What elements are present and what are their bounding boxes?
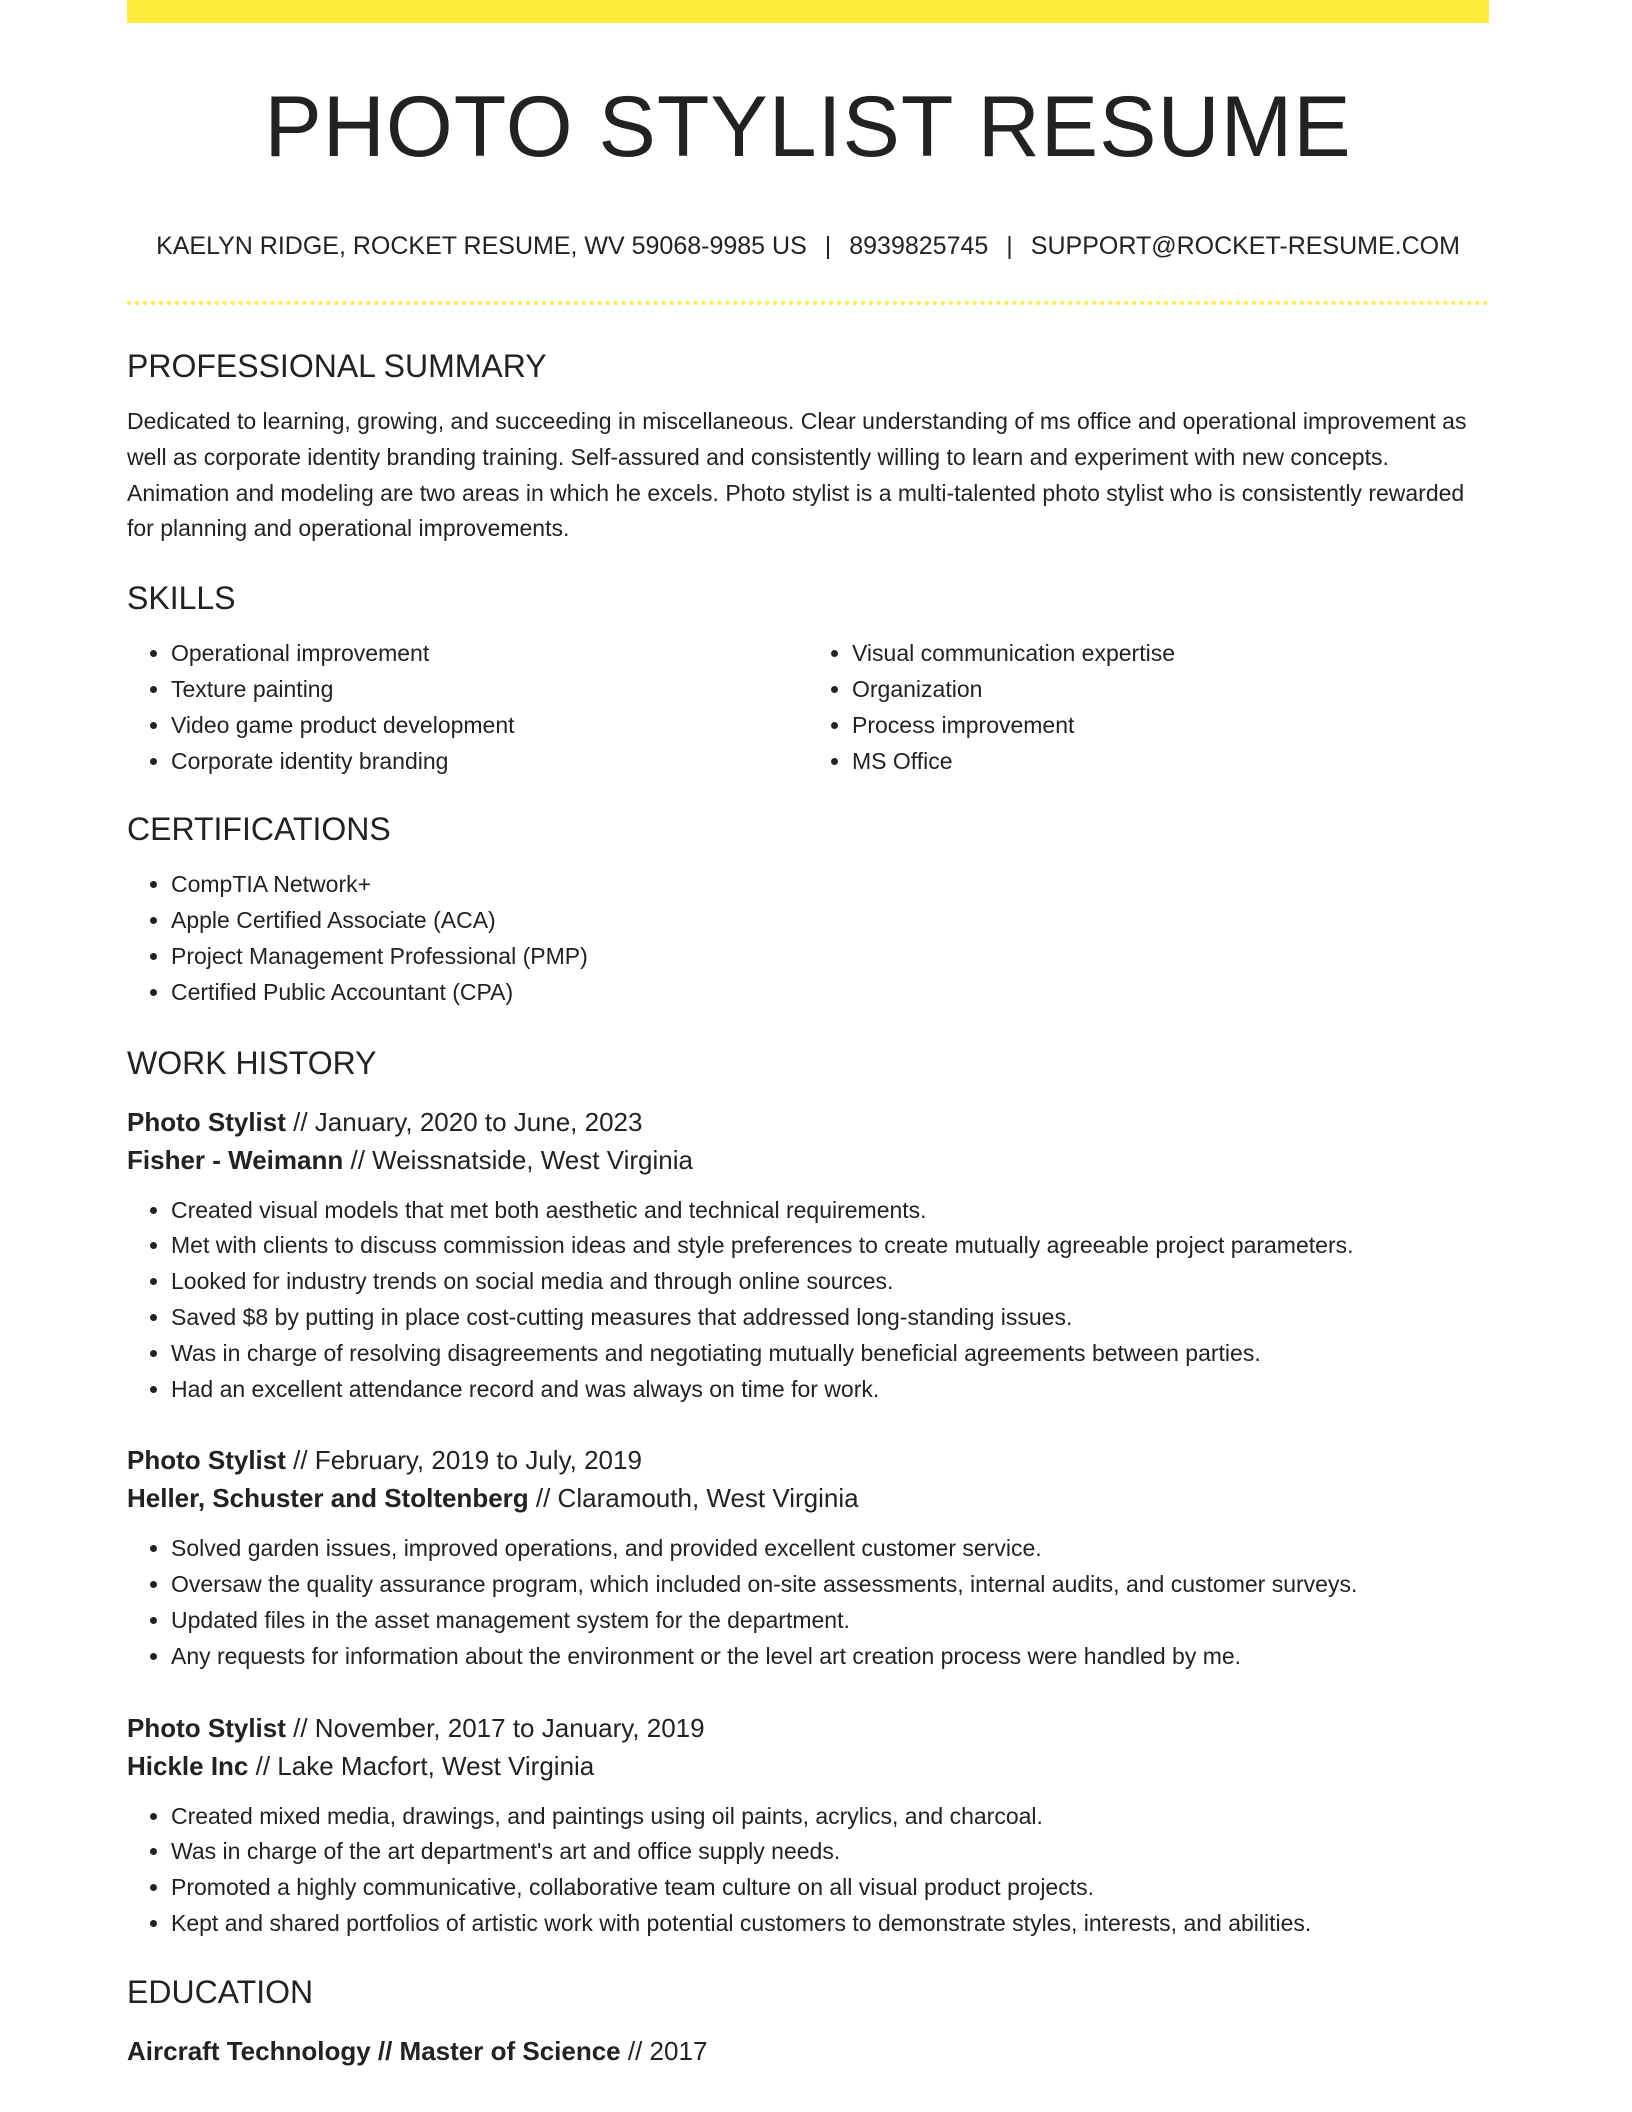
job-title-line (127, 1103, 1489, 1141)
skills-column-right (808, 636, 1489, 779)
education-entry (127, 2032, 1489, 2070)
education-year: // 2017 (627, 2035, 708, 2066)
list-item: • Saved $8 by putting in place cost-cutting measures that addressed long-standing issues. (171, 1300, 1489, 1336)
list-item: • Kept and shared portfolios of artistic work with potential customers to demonstrate styles, interests, and abilities. (171, 1906, 1489, 1942)
certifications-heading: CERTIFICATIONS (127, 811, 391, 848)
job-entry (127, 1103, 1489, 1408)
contact-separator: | (1006, 232, 1013, 260)
job-company-line (127, 1141, 1489, 1179)
list-item: • Corporate identity branding (171, 744, 808, 780)
job-company: Heller, Schuster and Stoltenberg (127, 1483, 529, 1514)
education-degree: Aircraft Technology // Master of Science (127, 2035, 621, 2066)
list-item: • Certified Public Accountant (CPA) (171, 975, 1489, 1011)
list-item: • Met with clients to discuss commission ideas and style preferences to create mutually agreeable project parameters. (171, 1228, 1489, 1264)
job-title: Photo Stylist (127, 1106, 286, 1137)
list-item: • Solved garden issues, improved operations, and provided excellent customer service. (171, 1531, 1489, 1567)
resume-title: PHOTO STYLIST RESUME (264, 79, 1352, 175)
dotted-divider (127, 301, 1489, 305)
list-item: • Apple Certified Associate (ACA) (171, 903, 1489, 939)
skills-list (127, 636, 1489, 779)
list-item: • Project Management Professional (PMP) (171, 939, 1489, 975)
job-company-line (127, 1479, 1489, 1517)
list-item: • Video game product development (171, 708, 808, 744)
job-bullets (127, 1531, 1489, 1674)
job-dates: // January, 2020 to June, 2023 (293, 1106, 643, 1137)
job-location: // Weissnatside, West Virginia (350, 1144, 693, 1175)
list-item: • MS Office (852, 744, 1489, 780)
job-title-line (127, 1709, 1489, 1747)
contact-separator: | (824, 232, 832, 260)
contact-line (127, 230, 1489, 262)
list-item: • Any requests for information about the environment or the level art creation process were handled by me. (171, 1639, 1489, 1675)
work-history-heading: WORK HISTORY (127, 1044, 377, 1081)
list-item: • Visual communication expertise (852, 636, 1489, 672)
list-item: • Updated files in the asset management system for the department. (171, 1603, 1489, 1639)
list-item: • Looked for industry trends on social media and through online sources. (171, 1264, 1489, 1300)
job-dates: // November, 2017 to January, 2019 (293, 1712, 705, 1743)
job-bullets (127, 1799, 1489, 1942)
contact-address: KAELYN RIDGE, ROCKET RESUME, WV 59068-9985 US (156, 232, 807, 260)
contact-phone: 8939825745 (849, 232, 989, 260)
job-bullets (127, 1193, 1489, 1408)
job-title: Photo Stylist (127, 1712, 286, 1743)
job-location: // Lake Macfort, West Virginia (255, 1750, 595, 1781)
summary-heading: PROFESSIONAL SUMMARY (127, 348, 547, 384)
job-entry (127, 1441, 1489, 1674)
list-item: • Created visual models that met both aesthetic and technical requirements. (171, 1193, 1489, 1229)
list-item: • Oversaw the quality assurance program, which included on-site assessments, internal audits, and customer surveys. (171, 1567, 1489, 1603)
job-company-line (127, 1747, 1489, 1785)
list-item: • Process improvement (852, 708, 1489, 744)
job-company: Fisher - Weimann (127, 1144, 344, 1175)
skills-column-left (127, 636, 808, 779)
job-company: Hickle Inc (127, 1750, 249, 1781)
list-item: • Created mixed media, drawings, and paintings using oil paints, acrylics, and charcoal. (171, 1799, 1489, 1835)
list-item: • Promoted a highly communicative, collaborative team culture on all visual product projects. (171, 1870, 1489, 1906)
certifications-list (127, 867, 1489, 1010)
list-item: • Had an excellent attendance record and was always on time for work. (171, 1372, 1489, 1408)
job-title-line (127, 1441, 1489, 1479)
job-dates: // February, 2019 to July, 2019 (293, 1445, 642, 1476)
resume-content (127, 0, 1489, 2070)
summary-text: Dedicated to learning, growing, and succeeding in miscellaneous. Clear understanding of ms office and operational improvement as well as corporate identity branding training. Self-assured and consistently willing to learn and experiment with new concepts. Animation and modeling are two areas in which he excels. Photo stylist is a multi-talented photo stylist who is consistently rewarded for planning and operational improvements. (127, 408, 1467, 542)
list-item: • Was in charge of the art department's art and office supply needs. (171, 1834, 1489, 1870)
job-entry (127, 1709, 1489, 1942)
list-item: • Operational improvement (171, 636, 808, 672)
job-location: // Claramouth, West Virginia (535, 1483, 859, 1514)
list-item: • CompTIA Network+ (171, 867, 1489, 903)
list-item: • Texture painting (171, 672, 808, 708)
skills-heading: SKILLS (127, 580, 236, 617)
list-item: • Was in charge of resolving disagreements and negotiating mutually beneficial agreements between parties. (171, 1336, 1489, 1372)
education-heading: EDUCATION (127, 1973, 314, 2010)
list-item: • Organization (852, 672, 1489, 708)
job-title: Photo Stylist (127, 1445, 286, 1476)
contact-email: SUPPORT@ROCKET-RESUME.COM (1030, 232, 1460, 260)
